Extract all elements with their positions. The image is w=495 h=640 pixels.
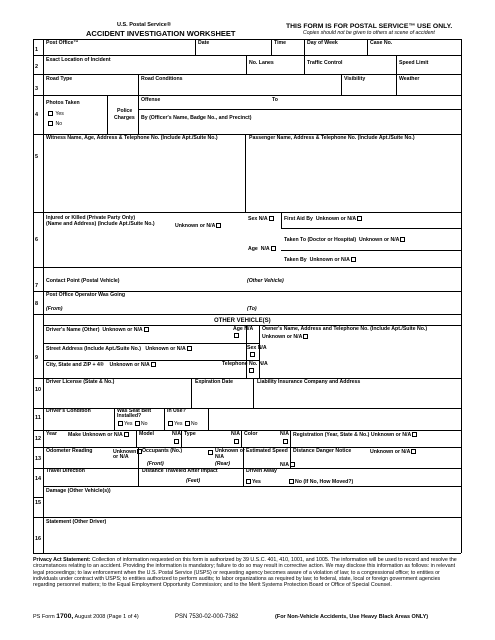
statement-label: Statement (Other Driver) xyxy=(46,519,107,525)
rear-label: (Rear) xyxy=(215,461,230,467)
from-label: (From) xyxy=(46,306,63,312)
psn-number: PSN 7530-02-000-7362 xyxy=(175,614,239,620)
row-number-6: 6 xyxy=(35,237,39,243)
visibility-label: Visibility xyxy=(344,76,366,82)
other-vehicles-heading: OTHER VEHICLE(S) xyxy=(214,318,271,324)
occupants-unknown[interactable]: Unknown or xyxy=(215,448,245,454)
danger-notice-checkbox[interactable] xyxy=(411,449,416,454)
occupants-checkbox[interactable] xyxy=(208,450,213,455)
year-label: Year xyxy=(46,431,57,437)
distance-traveled-label: Distance Traveled After Impact xyxy=(142,468,218,474)
driven-away-no[interactable]: No (If No, How Moved?) xyxy=(288,479,353,486)
seat-belt-label: Was Seat Belt xyxy=(117,408,152,414)
injured-label: Injured or Killed (Private Party Only) xyxy=(46,215,136,221)
in-use-no-checkbox[interactable] xyxy=(185,421,190,426)
other-vehicle-label: (Other Vehicle) xyxy=(247,278,284,284)
charges-label: Charges xyxy=(114,115,135,121)
driven-away-yes[interactable]: Yes xyxy=(245,479,261,486)
row-number-12: 12 xyxy=(35,436,42,442)
in-use-label: In Use? xyxy=(167,408,186,414)
travel-direction-label: Travel Direction xyxy=(46,468,85,474)
first-aid-field[interactable]: First Aid By Unknown or N/A xyxy=(284,216,363,223)
row-number-14: 14 xyxy=(35,476,42,482)
age-field[interactable]: Age N/A xyxy=(248,246,277,253)
telephone-field[interactable]: Telephone No. N/A xyxy=(222,361,268,367)
photos-taken-label: Photos Taken xyxy=(46,100,80,106)
injured-unknown[interactable]: Unknown or N/A xyxy=(175,223,222,230)
insurance-label: Liability Insurance Company and Address xyxy=(257,379,361,385)
injured-unknown-checkbox[interactable] xyxy=(216,223,221,228)
age-na-checkbox[interactable] xyxy=(271,246,276,251)
photos-yes[interactable]: Yes xyxy=(47,111,64,118)
installed-options[interactable]: Yes No xyxy=(117,421,148,428)
in-use-options[interactable]: Yes No xyxy=(167,421,198,428)
driver-age-field[interactable]: Age N/A xyxy=(233,326,254,332)
photos-yes-checkbox[interactable] xyxy=(48,111,53,116)
installed-no-checkbox[interactable] xyxy=(135,421,140,426)
telephone-checkbox[interactable] xyxy=(249,368,254,373)
driven-away-yes-checkbox[interactable] xyxy=(246,479,251,484)
to-label: (To) xyxy=(247,306,257,312)
row-number-7: 7 xyxy=(35,283,39,289)
row-number-8: 8 xyxy=(35,301,39,307)
odometer-label: Odometer Reading xyxy=(46,448,93,454)
witness-label: Witness Name, Age, Address & Telephone No. (Include Apt./Suite No.) xyxy=(46,135,218,141)
row-number-2: 2 xyxy=(35,64,39,70)
date-label: Date xyxy=(198,40,210,46)
expiration-label: Expiration Date xyxy=(195,379,234,385)
color-label: Color xyxy=(244,431,258,437)
driver-sex-checkbox[interactable] xyxy=(250,352,255,357)
owner-label: Owner's Name, Address and Telephone No. (Include Apt./Suite No.) xyxy=(262,326,428,332)
speed-limit-label: Speed Limit xyxy=(399,60,429,66)
danger-notice-label: Distance Danger Notice xyxy=(293,448,352,454)
driver-sex-field[interactable]: Sex N/A xyxy=(247,345,267,351)
driver-condition-label: Driver's Condition xyxy=(46,408,91,414)
injured-sub-label: (Name and Address) (Include Apt./Suite No.) xyxy=(46,221,155,227)
danger-notice-unknown[interactable]: Unknown or N/A xyxy=(370,449,417,456)
color-checkbox[interactable] xyxy=(283,439,288,444)
estimated-speed-na[interactable]: N/A xyxy=(280,462,296,469)
privacy-act-statement: Privacy Act Statement: Collection of information requested on this form is authorized by 39 U.S.C. 401, 410, 1001, and 1005. The information will be used to record and resolve the circumstances relating to an accident. Providing the information is mandatory; failure to do so may result in corrective action. We may disclose this information as follows: in relevant legal proceedings; to law enforcement when the U.S. Postal Service (USPS) or requesting agency becomes aware of a violation of law; to a congressional office; to entities or individuals under contract with USPS; to entities authorized to perform audits; to labor organizations as required by law; to federal, state, local or foreign government agencies regarding personnel matters; to the Equal Employment Opportunity Commission; and to the Merit Systems Protection Board or Office of Special Counsel. xyxy=(33,557,457,589)
in-use-yes-checkbox[interactable] xyxy=(168,421,173,426)
make-field[interactable]: Make Unknown or N/A xyxy=(68,432,130,439)
road-conditions-label: Road Conditions xyxy=(141,76,183,82)
day-of-week-label: Day of Week xyxy=(307,40,338,46)
officer-label: By (Officer's Name, Badge No., and Precinct) xyxy=(141,115,252,121)
road-type-label: Road Type xyxy=(46,76,73,82)
row-number-16: 16 xyxy=(35,536,42,542)
driver-name-checkbox[interactable] xyxy=(144,327,149,332)
row-number-10: 10 xyxy=(35,387,42,393)
exact-location-label: Exact Location of Incident xyxy=(46,57,111,63)
occupants-label: Occupants (No.) xyxy=(142,448,183,454)
contact-point-label: Contact Point (Postal Vehicle) xyxy=(46,278,120,284)
registration-checkbox[interactable] xyxy=(412,432,417,437)
taken-to-field[interactable]: Taken To (Doctor or Hospital) Unknown or N/A xyxy=(284,237,406,244)
street-address-field[interactable]: Street Address (Include Apt./Suite No.) Unknown or N/A xyxy=(46,346,193,353)
model-label: Model xyxy=(139,431,154,437)
estimated-speed-label: Estimated Speed xyxy=(246,448,288,454)
street-checkbox[interactable] xyxy=(187,346,192,351)
row-number-5: 5 xyxy=(35,154,39,160)
driven-away-no-checkbox[interactable] xyxy=(289,479,294,484)
sex-na-checkbox[interactable] xyxy=(269,216,274,221)
type-checkbox[interactable] xyxy=(234,439,239,444)
registration-field[interactable]: Registration (Year, State & No.) Unknown or N/A xyxy=(293,432,418,439)
operator-going-label: Post Office Operator Was Going xyxy=(46,292,126,298)
use-notice: THIS FORM IS FOR POSTAL SERVICE™ USE ONLY. xyxy=(286,23,453,30)
installed-label: Installed? xyxy=(117,413,142,419)
occupants-na: N/A xyxy=(215,454,224,460)
row-number-13: 13 xyxy=(35,456,42,462)
time-label: Time xyxy=(274,40,287,46)
form-title: ACCIDENT INVESTIGATION WORKSHEET xyxy=(86,29,236,38)
use-notice-sub: Copies should not be given to others at scene of accident xyxy=(303,30,435,36)
row-number-15: 15 xyxy=(35,500,42,506)
row-number-11: 11 xyxy=(35,415,41,421)
post-office-label: Post Office™ xyxy=(46,40,79,46)
row-number-3: 3 xyxy=(35,86,39,92)
feet-label: (Feet) xyxy=(186,478,201,484)
offense-to-label: To xyxy=(272,97,278,103)
photos-no-checkbox[interactable] xyxy=(48,121,53,126)
license-label: Driver License (State & No.) xyxy=(46,379,115,385)
case-no-label: Case No. xyxy=(370,40,393,46)
city-state-field[interactable]: City, State and ZIP + 4® Unknown or N/A xyxy=(46,362,157,369)
row-number-9: 9 xyxy=(35,355,39,361)
damage-label: Damage (Other Vehicle(s)) xyxy=(46,488,111,494)
taken-to-checkbox[interactable] xyxy=(400,237,405,242)
passenger-label: Passenger Name, Address & Telephone No. (Include Apt./Suite No.) xyxy=(249,135,415,141)
non-vehicle-note: (For Non-Vehicle Accidents, Use Heavy Black Areas ONLY) xyxy=(275,614,429,620)
installed-yes-checkbox[interactable] xyxy=(118,421,123,426)
city-checkbox[interactable] xyxy=(151,362,156,367)
owner-unknown[interactable]: Unknown or N/A xyxy=(262,334,309,341)
form-footer: PS Form 1700, August 2008 (Page 1 of 4) xyxy=(33,613,139,620)
weather-label: Weather xyxy=(399,76,420,82)
police-label: Police xyxy=(117,108,133,114)
traffic-control-label: Traffic Control xyxy=(307,60,343,66)
odometer-unknown[interactable]: Unknown xyxy=(113,449,143,456)
first-aid-checkbox[interactable] xyxy=(357,216,362,221)
driven-away-label: Driven Away xyxy=(246,468,277,474)
front-label: (Front) xyxy=(147,461,164,467)
type-label: Type xyxy=(184,431,196,437)
odometer-na: or N/A xyxy=(113,454,129,460)
owner-unknown-checkbox[interactable] xyxy=(303,334,308,339)
lanes-label: No. Lanes xyxy=(249,60,274,66)
row-number-1: 1 xyxy=(35,47,39,53)
sex-field[interactable]: Sex N/A xyxy=(248,216,275,223)
taken-by-checkbox[interactable] xyxy=(351,257,356,262)
model-checkbox[interactable] xyxy=(174,439,179,444)
make-checkbox[interactable] xyxy=(124,432,129,437)
taken-by-field[interactable]: Taken By Unknown or N/A xyxy=(284,257,357,264)
row-number-4: 4 xyxy=(35,112,39,118)
offense-label: Offense xyxy=(141,97,161,103)
model-na: N/A xyxy=(172,431,181,437)
agency-name: U.S. Postal Service® xyxy=(117,22,171,28)
color-na: N/A xyxy=(280,431,289,437)
photos-no[interactable]: No xyxy=(47,121,62,128)
type-na: N/A xyxy=(231,431,240,437)
driver-age-checkbox[interactable] xyxy=(234,333,239,338)
driver-name-field[interactable]: Driver's Name (Other) Unknown or N/A xyxy=(46,327,150,334)
